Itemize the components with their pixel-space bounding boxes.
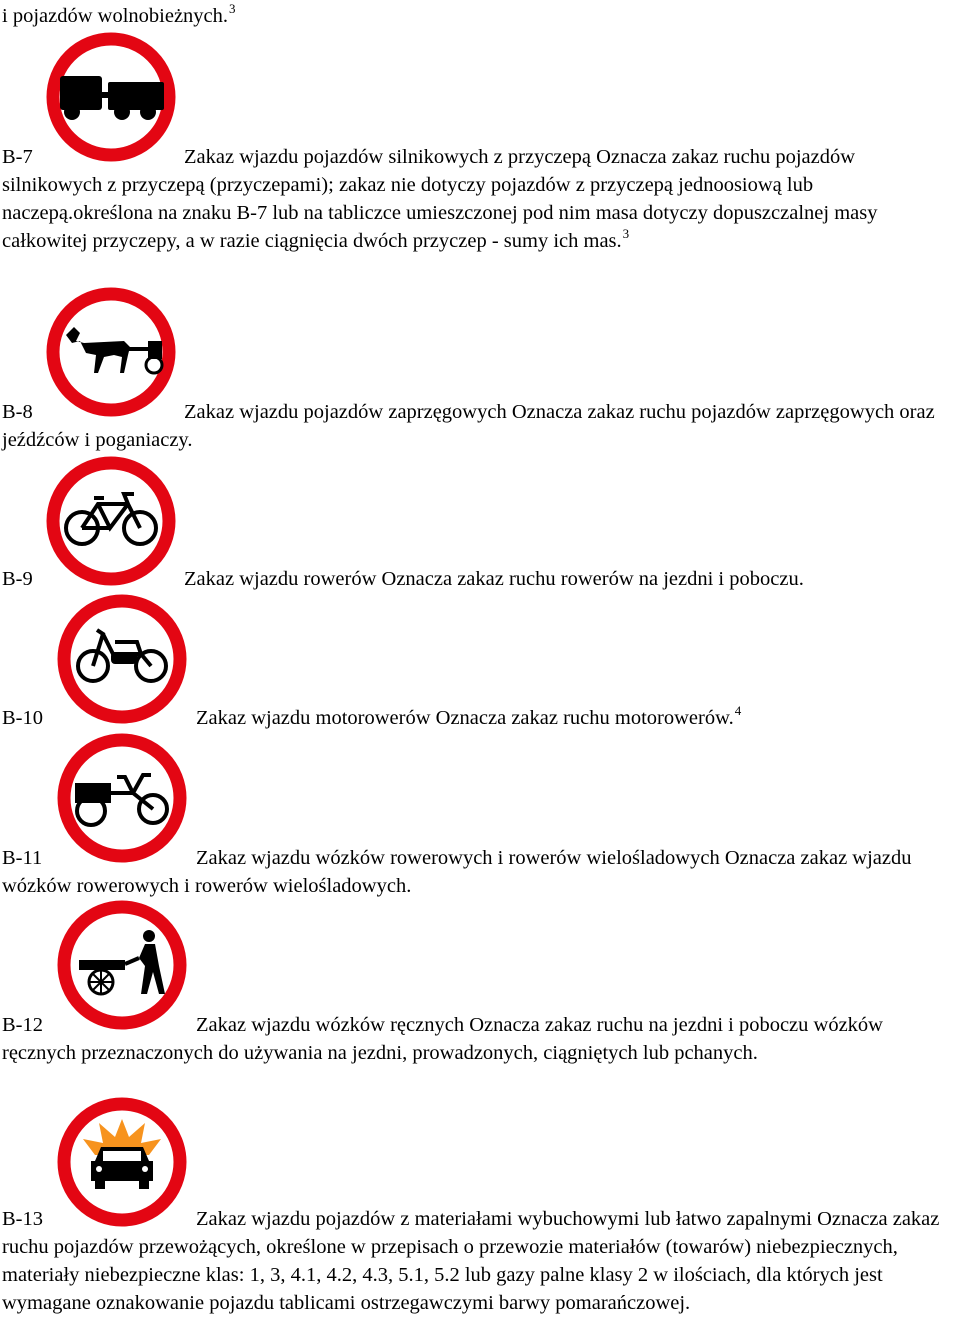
sign-description: Oznacza zakaz ruchu motorowerów.	[435, 707, 734, 729]
intro-line	[2, 2, 236, 32]
sign-title: Zakaz wjazdu pojazdów zaprzęgowych	[184, 401, 507, 423]
entry-b12	[2, 1011, 958, 1067]
sign-title: Zakaz wjazdu wózków ręcznych	[196, 1014, 465, 1036]
sign-code: B-8	[2, 401, 33, 423]
sign-description: Oznacza zakaz ruchu rowerów na jezdni i poboczu.	[381, 568, 804, 590]
entry-b7	[2, 143, 958, 257]
sign-code: B-13	[2, 1208, 43, 1230]
footnote-ref: 3	[622, 226, 630, 241]
sign-title: Zakaz wjazdu rowerów	[184, 568, 377, 590]
sign-code: B-10	[2, 707, 43, 729]
sign-description: Oznacza zakaz wjazdu wózków rowerowych i rowerów wielośladowych.	[2, 847, 912, 897]
sign-title: Zakaz wjazdu pojazdów silnikowych z przyczepą	[184, 146, 591, 168]
entry-b11	[2, 844, 958, 900]
sign-code: B-11	[2, 847, 43, 869]
sign-code: B-12	[2, 1014, 43, 1036]
sign-description: Oznacza zakaz ruchu pojazdów przewożących, określone w przepisach o przewozie materiałów (towarów) niebezpiecznych, materiały niebezpieczne klas: 1, 3, 4.1, 4.2, 4.3, 5.1, 5.2 lub gazy palne klasy 2 w ilościach, dla których jest wymagane oznakowanie pojazdu tablicami ostrzegawczymi barwy pomarańczowej.	[2, 1208, 940, 1314]
entry-b13	[2, 1205, 958, 1317]
sign-title: Zakaz wjazdu wózków rowerowych i rowerów wielośladowych	[196, 847, 720, 869]
sign-description: Oznacza zakaz ruchu pojazdów zaprzęgowych oraz jeźdźców i poganiaczy.	[2, 401, 935, 451]
entry-b8	[2, 398, 958, 454]
entry-b10	[2, 704, 958, 734]
footnote-ref: 4	[734, 703, 742, 718]
sign-code: B-9	[2, 568, 33, 590]
sign-description: Oznacza zakaz ruchu pojazdów silnikowych z przyczepą (przyczepami); zakaz nie dotyczy pojazdów z przyczepą jednoosiową lub naczepą.określona na znaku B-7 lub na tabliczce umieszczonej pod nim masa dotyczy dopuszczalnej masy całkowitej przyczepy, a w razie ciągnięcia dwóch przyczep - sumy ich mas.	[2, 146, 878, 252]
sign-title: Zakaz wjazdu pojazdów z materiałami wybuchowymi lub łatwo zapalnymi	[196, 1208, 812, 1230]
intro-text: i pojazdów wolnobieżnych.	[2, 5, 229, 27]
sign-title: Zakaz wjazdu motorowerów	[196, 707, 431, 729]
sign-description: Oznacza zakaz ruchu na jezdni i poboczu wózków ręcznych przeznaczonych do używania na jezdni, prowadzonych, ciągniętych lub pchanych.	[2, 1014, 883, 1064]
sign-code: B-7	[2, 146, 33, 168]
entry-b9	[2, 565, 958, 593]
footnote-ref: 3	[229, 1, 236, 16]
